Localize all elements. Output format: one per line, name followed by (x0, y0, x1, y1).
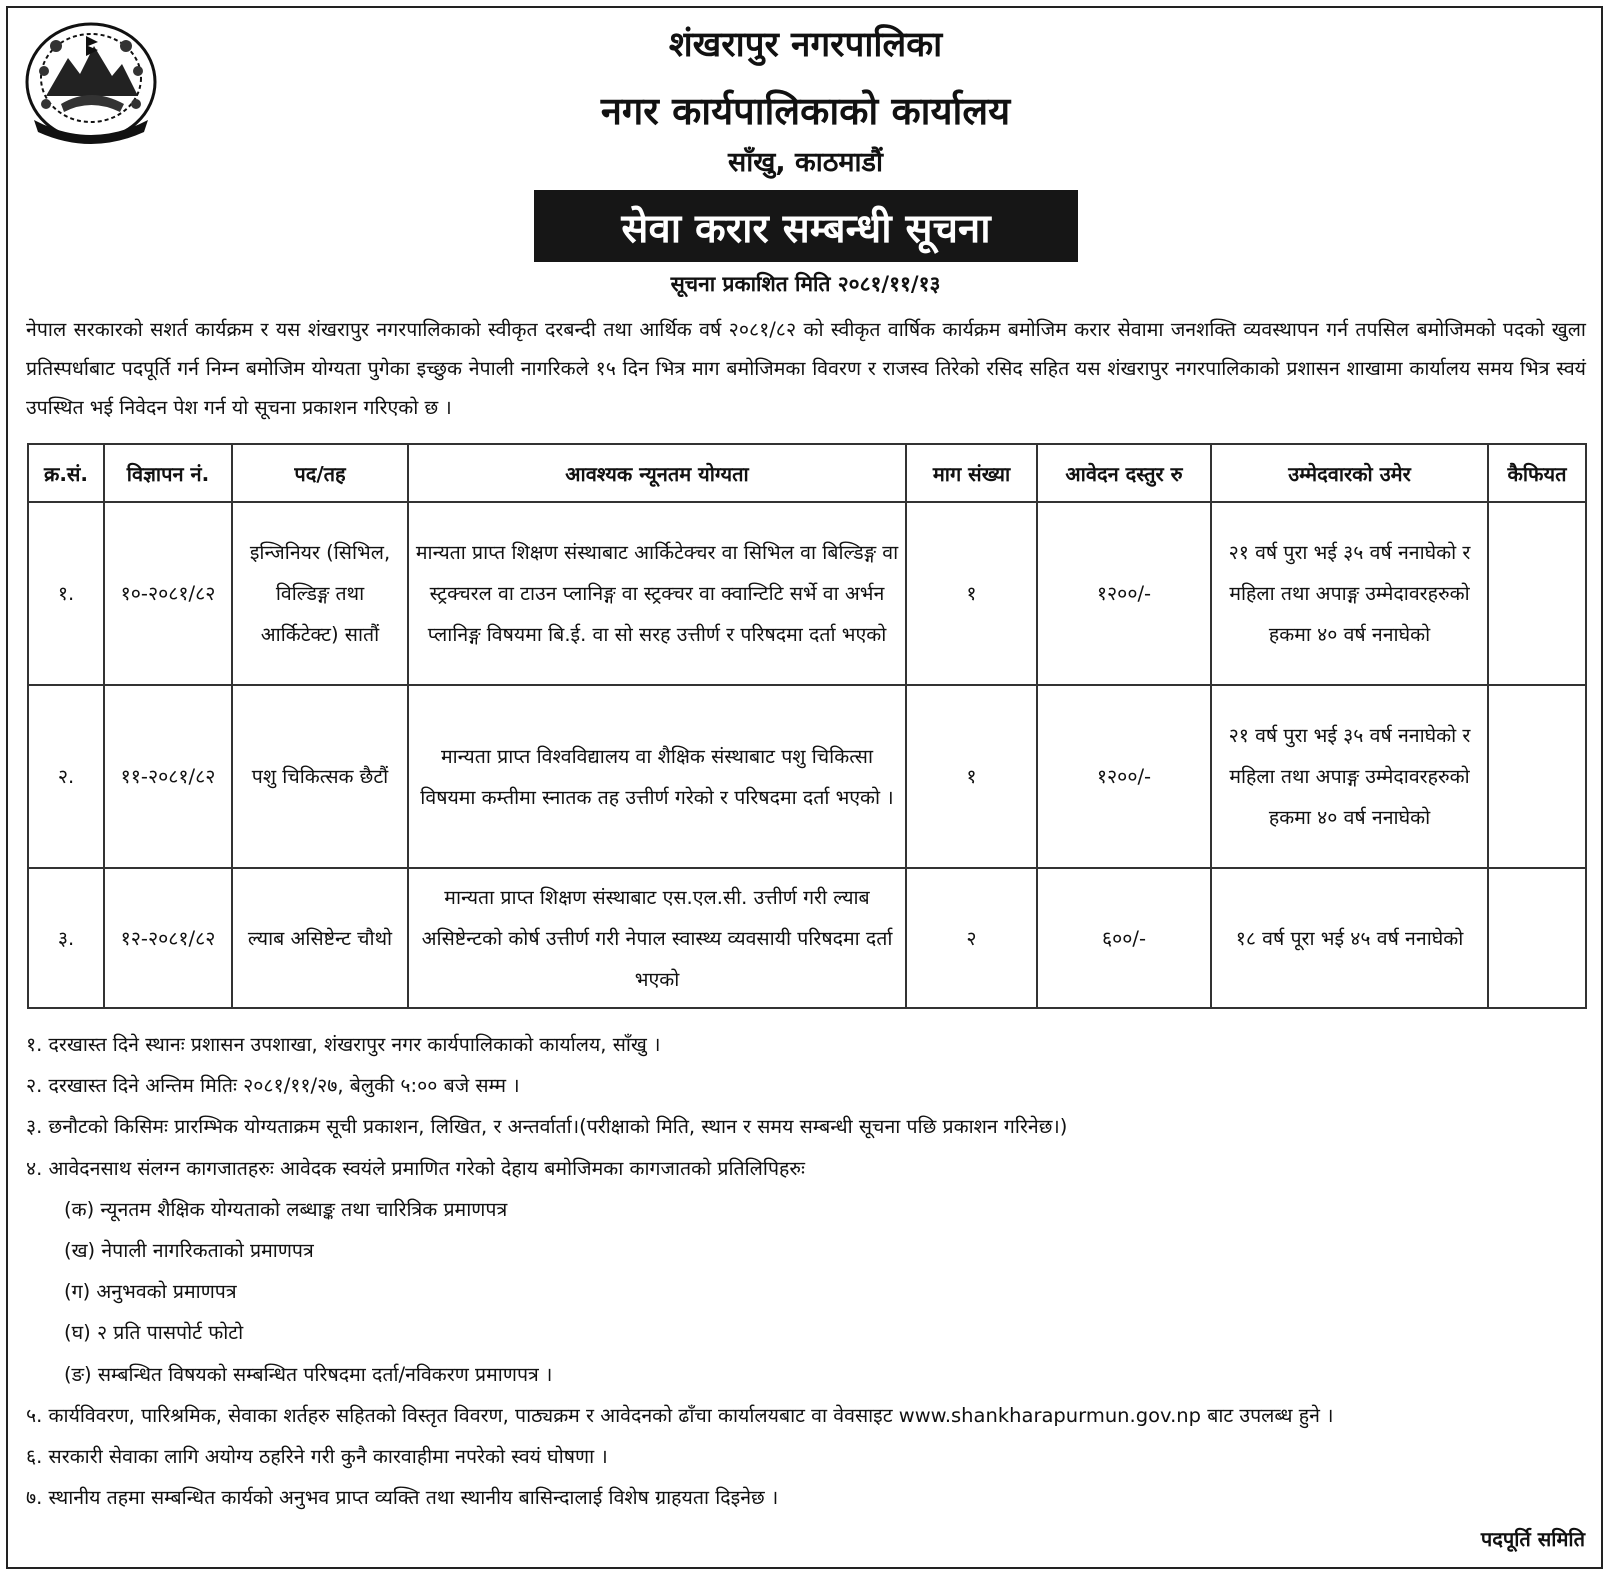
notes-list (26, 1024, 1596, 1518)
cell-remarks (1488, 502, 1586, 685)
col-header-qualification: आवश्यक न्यूनतम योग्यता (408, 444, 906, 502)
note-item: ४. आवेदनसाथ संलग्न कागजातहरुः आवेदक स्वयंले प्रमाणित गरेको देहाय बमोजिमका कागजातको प्रतिलिपिहरुः (26, 1156, 805, 1180)
cell-sn: ३. (28, 868, 104, 1008)
note-subitem: (ग) अनुभवको प्रमाणपत्र (64, 1280, 237, 1304)
note-item: ७. स्थानीय तहमा सम्बन्धित कार्यको अनुभव प्राप्त व्यक्ति तथा स्थानीय बासिन्दालाई विशेष ग्राहयता दिइनेछ । (26, 1486, 779, 1510)
signoff-committee: पदपूर्ति समिति (1480, 1527, 1585, 1551)
published-date: सूचना प्रकाशित मिति २०८१/११/१३ (670, 272, 941, 296)
notice-title-banner: सेवा करार सम्बन्धी सूचना (534, 190, 1078, 262)
note-item: २. दरखास्त दिने अन्तिम मितिः २०८१/११/२७, बेलुकी ५:०० बजे सम्म । (26, 1074, 520, 1098)
cell-sn: १. (28, 502, 104, 685)
col-header-sn: क्र.सं. (28, 444, 104, 502)
table-row (28, 502, 1586, 685)
cell-ad-no: १२-२०८१/८२ (104, 868, 232, 1008)
vacancy-table (27, 443, 1587, 1009)
cell-sn: २. (28, 685, 104, 868)
cell-remarks (1488, 685, 1586, 868)
note-item: १. दरखास्त दिने स्थानः प्रशासन उपशाखा, शंखरापुर नगर कार्यपालिकाको कार्यालय, साँखु । (26, 1033, 661, 1056)
cell-ad-no: ११-२०८१/८२ (104, 685, 232, 868)
col-header-age: उम्मेदवारको उमेर (1211, 444, 1488, 502)
col-header-fee: आवेदन दस्तुर रु (1037, 444, 1211, 502)
cell-demand: २ (906, 868, 1037, 1008)
note-subitem: (क) न्यूनतम शैक्षिक योग्यताको लब्धाङ्क तथा चारित्रिक प्रमाणपत्र (64, 1197, 508, 1221)
note-item: ५. कार्यविवरण, पारिश्रमिक, सेवाका शर्तहरु सहितको विस्तृत विवरण, पाठ्यक्रम र आवेदनको ढाँचा कार्यालयबाट वा वेवसाइट www.shankharapurmun.gov.np बाट उपलब्ध हुने । (26, 1403, 1334, 1427)
cell-remarks (1488, 868, 1586, 1008)
cell-age: २१ वर्ष पुरा भई ३५ वर्ष ननाघेको र महिला तथा अपाङ्ग उम्मेदावरहरुको हकमा ४० वर्ष ननाघेको (1211, 685, 1488, 868)
cell-demand: १ (906, 685, 1037, 868)
cell-qualification: मान्यता प्राप्त शिक्षण संस्थाबाट आर्किटेक्चर वा सिभिल वा बिल्डिङ्ग वा स्ट्रक्चरल वा टाउन प्लानिङ्ग वा स्ट्रक्चर वा क्वान्टिटि सर्भे वा अर्भन प्लानिङ्ग विषयमा बि.ई. वा सो सरह उत्तीर्ण र परिषदमा दर्ता भएको (408, 502, 906, 685)
col-header-demand: माग संख्या (906, 444, 1037, 502)
cell-demand: १ (906, 502, 1037, 685)
cell-post: ल्याब असिष्टेन्ट चौथो (232, 868, 408, 1008)
col-header-ad-no: विज्ञापन नं. (104, 444, 232, 502)
note-subitem: (ङ) सम्बन्धित विषयको सम्बन्धित परिषदमा दर्ता/नविकरण प्रमाणपत्र । (64, 1362, 553, 1386)
cell-fee: ६००/- (1037, 868, 1211, 1008)
note-item: ३. छनौटको किसिमः प्रारम्भिक योग्यताक्रम सूची प्रकाशन, लिखित, र अन्तर्वार्ता।(परीक्षाको मिति, स्थान र समय सम्बन्धी सूचना पछि प्रकाशन गरिनेछ।) (26, 1115, 1068, 1139)
cell-fee: १२००/- (1037, 685, 1211, 868)
table-header-row (28, 444, 1586, 502)
intro-paragraph: नेपाल सरकारको सशर्त कार्यक्रम र यस शंखरापुर नगरपालिकाको स्वीकृत दरबन्दी तथा आर्थिक वर्ष २०८१/८२ को स्वीकृत वार्षिक कार्यक्रम बमोजिम करार सेवामा जनशक्ति व्यवस्थापन गर्न तपसिल बमोजिमको पदको खुला प्रतिस्पर्धाबाट पदपूर्ति गर्न निम्न बमोजिम योग्यता पुगेका इच्छुक नेपाली नागरिकले १५ दिन भित्र माग बमोजिमका विवरण र राजस्व तिरेको रसिद सहित यस शंखरापुर नगरपालिकाको प्रशासन शाखामा कार्यालय समय भित्र स्वयं उपस्थित भई निवेदन पेश गर्न यो सूचना प्रकाशन गरिएको छ । (26, 318, 1586, 419)
table-row (28, 685, 1586, 868)
municipality-name: शंखरापुर नगरपालिका (668, 25, 943, 65)
office-name: नगर कार्यपालिकाको कार्यालय (600, 89, 1011, 133)
cell-post: पशु चिकित्सक छैटौं (232, 685, 408, 868)
cell-ad-no: १०-२०८१/८२ (104, 502, 232, 685)
col-header-remarks: कैफियत (1488, 444, 1586, 502)
note-item: ६. सरकारी सेवाका लागि अयोग्य ठहरिने गरी कुनै कारवाहीमा नपरेको स्वयं घोषणा । (26, 1444, 608, 1468)
cell-post: इन्जिनियर (सिभिल, विल्डिङ्ग तथा आर्किटेक्ट) सातौं (232, 502, 408, 685)
cell-age: १८ वर्ष पूरा भई ४५ वर्ष ननाघेको (1211, 868, 1488, 1008)
cell-qualification: मान्यता प्राप्त शिक्षण संस्थाबाट एस.एल.सी. उत्तीर्ण गरी ल्याब असिष्टेन्टको कोर्ष उत्तीर्ण गरी नेपाल स्वास्थ्य व्यवसायी परिषदमा दर्ता भएको (408, 868, 906, 1008)
office-location: साँखु, काठमाडौं (728, 147, 883, 178)
cell-qualification: मान्यता प्राप्त विश्वविद्यालय वा शैक्षिक संस्थाबाट पशु चिकित्सा विषयमा कम्तीमा स्नातक तह उत्तीर्ण गरेको र परिषदमा दर्ता भएको । (408, 685, 906, 868)
table-row (28, 868, 1586, 1008)
cell-age: २१ वर्ष पुरा भई ३५ वर्ष ननाघेको र महिला तथा अपाङ्ग उम्मेदावरहरुको हकमा ४० वर्ष ननाघेको (1211, 502, 1488, 685)
note-subitem: (ख) नेपाली नागरिकताको प्रमाणपत्र (64, 1238, 314, 1262)
col-header-post: पद/तह (232, 444, 408, 502)
note-subitem: (घ) २ प्रति पासपोर्ट फोटो (64, 1321, 244, 1345)
cell-fee: १२००/- (1037, 502, 1211, 685)
